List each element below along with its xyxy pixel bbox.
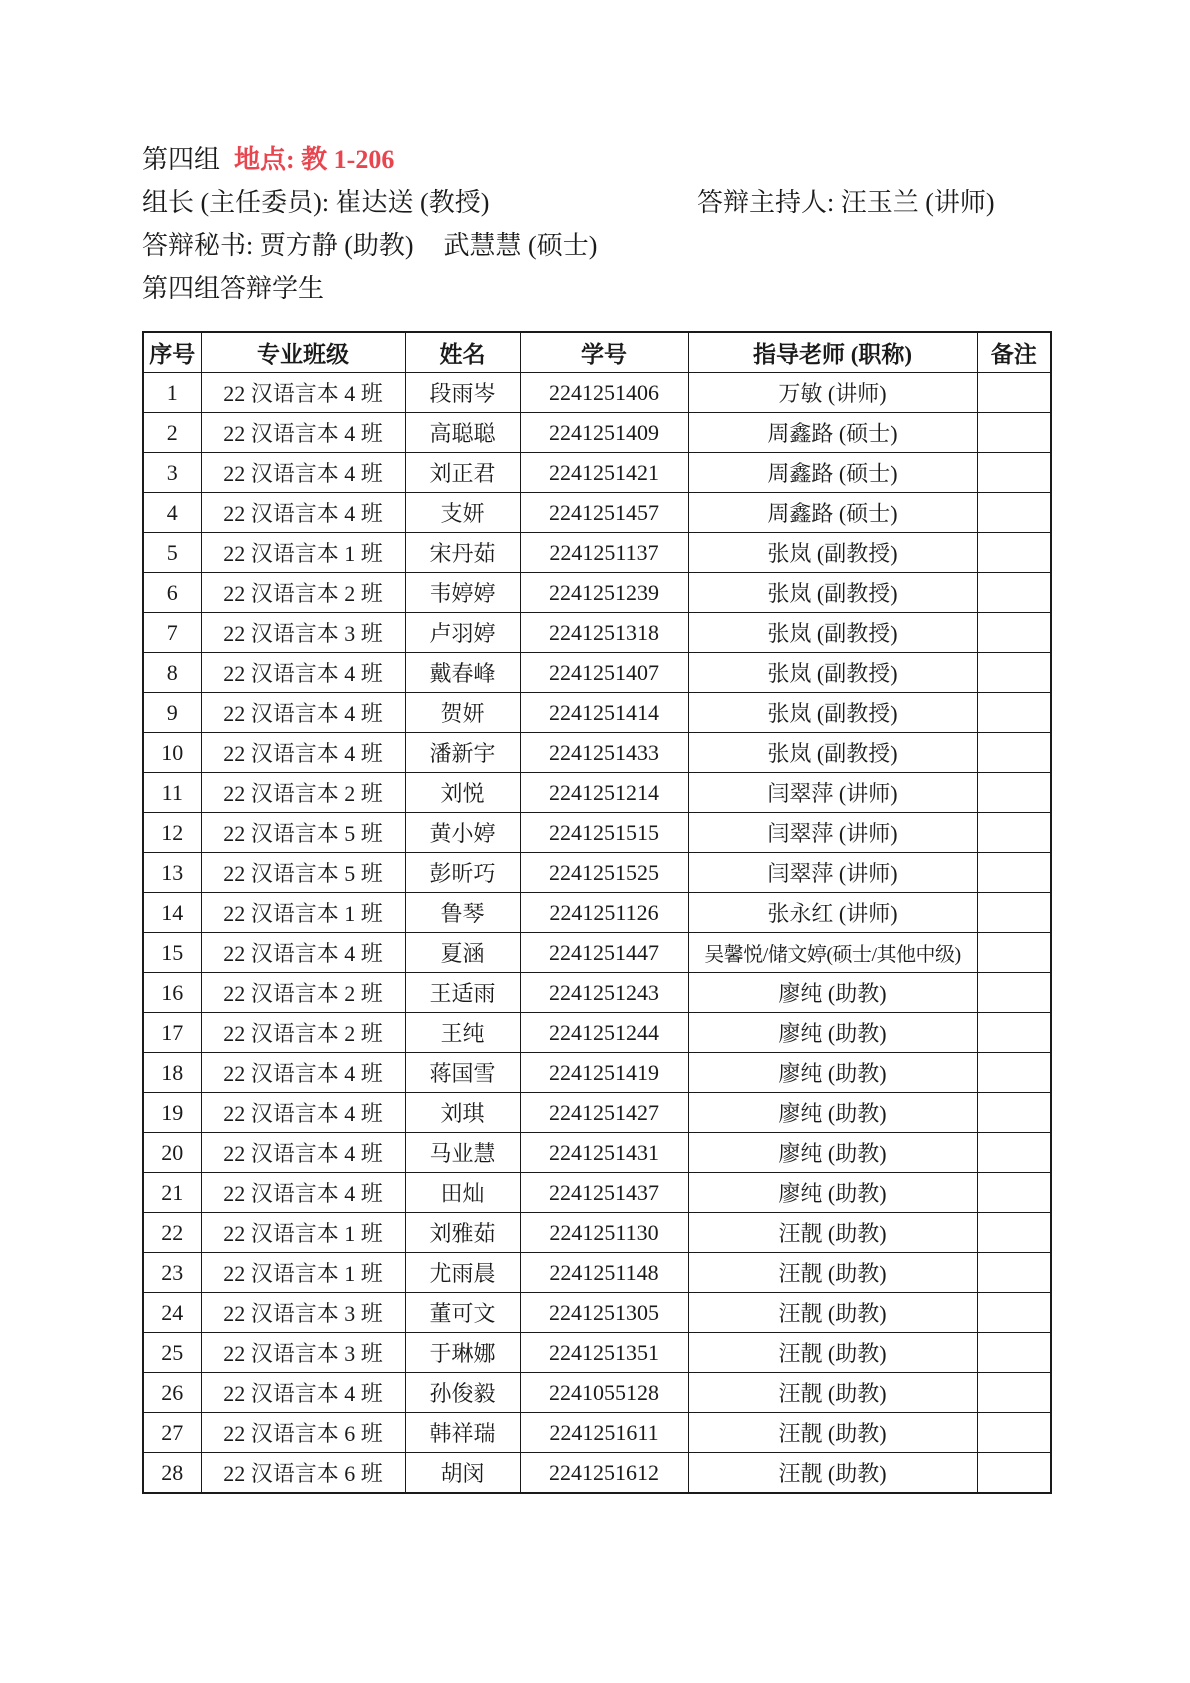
table-cell — [977, 453, 1051, 493]
table-cell: 彭昕巧 — [405, 853, 520, 893]
table-cell: 刘悦 — [405, 773, 520, 813]
table-cell: 22 汉语言本 4 班 — [201, 653, 405, 693]
table-cell: 2241251419 — [520, 1053, 688, 1093]
table-cell: 5 — [143, 533, 201, 573]
table-cell: 2241055128 — [520, 1373, 688, 1413]
table-cell: 22 汉语言本 4 班 — [201, 493, 405, 533]
table-cell: 1 — [143, 373, 201, 413]
table-cell: 王适雨 — [405, 973, 520, 1013]
table-cell: 2241251244 — [520, 1013, 688, 1053]
table-cell: 段雨岑 — [405, 373, 520, 413]
table-cell: 27 — [143, 1413, 201, 1453]
table-cell — [977, 533, 1051, 573]
table-cell: 22 汉语言本 4 班 — [201, 693, 405, 733]
table-cell: 22 汉语言本 3 班 — [201, 1333, 405, 1373]
table-cell: 黄小婷 — [405, 813, 520, 853]
table-cell: 廖纯 (助教) — [688, 1053, 977, 1093]
table-cell: 汪靓 (助教) — [688, 1213, 977, 1253]
table-cell — [977, 1413, 1051, 1453]
table-row — [143, 1453, 1051, 1494]
table-cell: 马业慧 — [405, 1133, 520, 1173]
table-row — [143, 1253, 1051, 1293]
table-cell: 廖纯 (助教) — [688, 1013, 977, 1053]
leader-label: 组长 (主任委员): 崔达送 (教授) — [142, 188, 490, 217]
table-cell: 9 — [143, 693, 201, 733]
table-cell: 22 汉语言本 5 班 — [201, 813, 405, 853]
table-cell: 于琳娜 — [405, 1333, 520, 1373]
group-title-line — [142, 136, 1052, 179]
table-cell: 2 — [143, 413, 201, 453]
table-cell — [977, 1053, 1051, 1093]
table-row — [143, 1213, 1051, 1253]
table-cell: 韦婷婷 — [405, 573, 520, 613]
table-cell: 14 — [143, 893, 201, 933]
table-cell: 高聪聪 — [405, 413, 520, 453]
table-cell: 22 汉语言本 1 班 — [201, 1213, 405, 1253]
table-cell: 16 — [143, 973, 201, 1013]
table-cell: 廖纯 (助教) — [688, 1093, 977, 1133]
table-row — [143, 453, 1051, 493]
table-cell: 张永红 (讲师) — [688, 893, 977, 933]
table-cell: 2241251612 — [520, 1453, 688, 1494]
table-cell: 22 — [143, 1213, 201, 1253]
table-cell — [977, 613, 1051, 653]
table-header-row — [143, 332, 1051, 373]
table-cell: 蒋国雪 — [405, 1053, 520, 1093]
table-cell: 万敏 (讲师) — [688, 373, 977, 413]
table-row — [143, 653, 1051, 693]
table-cell: 闫翠萍 (讲师) — [688, 773, 977, 813]
column-header: 姓名 — [405, 332, 520, 373]
table-cell: 22 汉语言本 4 班 — [201, 1093, 405, 1133]
document-content — [142, 136, 1052, 1494]
table-cell — [977, 493, 1051, 533]
table-cell: 3 — [143, 453, 201, 493]
table-cell — [977, 1013, 1051, 1053]
table-cell: 22 汉语言本 1 班 — [201, 533, 405, 573]
table-cell: 廖纯 (助教) — [688, 973, 977, 1013]
table-cell: 周鑫路 (硕士) — [688, 413, 977, 453]
table-cell: 刘琪 — [405, 1093, 520, 1133]
table-cell: 尤雨晨 — [405, 1253, 520, 1293]
table-cell: 刘雅茹 — [405, 1213, 520, 1253]
secretary2-label: 武慧慧 (硕士) — [443, 231, 598, 260]
table-cell: 11 — [143, 773, 201, 813]
table-cell: 22 汉语言本 1 班 — [201, 893, 405, 933]
table-cell: 吴馨悦/储文婷(硕士/其他中级) — [688, 933, 977, 973]
table-cell: 2241251457 — [520, 493, 688, 533]
table-cell: 22 汉语言本 4 班 — [201, 1053, 405, 1093]
table-row — [143, 1413, 1051, 1453]
table-cell: 闫翠萍 (讲师) — [688, 813, 977, 853]
table-cell: 鲁琴 — [405, 893, 520, 933]
table-cell: 2241251525 — [520, 853, 688, 893]
table-cell: 胡闵 — [405, 1453, 520, 1494]
table-cell: 廖纯 (助教) — [688, 1133, 977, 1173]
table-cell: 张岚 (副教授) — [688, 613, 977, 653]
table-cell: 田灿 — [405, 1173, 520, 1213]
table-cell: 汪靓 (助教) — [688, 1373, 977, 1413]
column-header: 序号 — [143, 332, 201, 373]
table-cell: 4 — [143, 493, 201, 533]
table-cell: 19 — [143, 1093, 201, 1133]
table-body — [143, 373, 1051, 1494]
table-cell: 20 — [143, 1133, 201, 1173]
table-cell: 汪靓 (助教) — [688, 1453, 977, 1494]
table-cell: 韩祥瑞 — [405, 1413, 520, 1453]
table-cell: 21 — [143, 1173, 201, 1213]
table-cell: 廖纯 (助教) — [688, 1173, 977, 1213]
table-row — [143, 413, 1051, 453]
table-row — [143, 1333, 1051, 1373]
table-cell: 2241251437 — [520, 1173, 688, 1213]
table-cell: 22 汉语言本 2 班 — [201, 1013, 405, 1053]
table-cell: 2241251130 — [520, 1213, 688, 1253]
table-cell: 13 — [143, 853, 201, 893]
column-header: 学号 — [520, 332, 688, 373]
table-row — [143, 693, 1051, 733]
table-cell: 闫翠萍 (讲师) — [688, 853, 977, 893]
table-cell — [977, 733, 1051, 773]
table-cell: 汪靓 (助教) — [688, 1413, 977, 1453]
table-cell: 22 汉语言本 4 班 — [201, 1133, 405, 1173]
table-cell — [977, 1453, 1051, 1494]
table-cell: 25 — [143, 1333, 201, 1373]
table-cell: 22 汉语言本 2 班 — [201, 573, 405, 613]
table-row — [143, 1293, 1051, 1333]
table-cell: 支妍 — [405, 493, 520, 533]
secretary-line — [142, 222, 1052, 265]
table-row — [143, 533, 1051, 573]
table-cell: 2241251148 — [520, 1253, 688, 1293]
table-row — [143, 773, 1051, 813]
table-row — [143, 1053, 1051, 1093]
table-cell: 2241251239 — [520, 573, 688, 613]
table-cell: 2241251126 — [520, 893, 688, 933]
students-title: 第四组答辩学生 — [142, 274, 325, 303]
table-cell: 2241251409 — [520, 413, 688, 453]
table-cell — [977, 853, 1051, 893]
table-cell: 8 — [143, 653, 201, 693]
table-cell: 2241251421 — [520, 453, 688, 493]
table-cell: 卢羽婷 — [405, 613, 520, 653]
table-cell: 董可文 — [405, 1293, 520, 1333]
table-cell: 6 — [143, 573, 201, 613]
table-cell: 周鑫路 (硕士) — [688, 493, 977, 533]
table-cell: 2241251427 — [520, 1093, 688, 1133]
table-cell: 夏涵 — [405, 933, 520, 973]
table-cell: 22 汉语言本 4 班 — [201, 453, 405, 493]
table-cell: 戴春峰 — [405, 653, 520, 693]
table-cell: 张岚 (副教授) — [688, 693, 977, 733]
table-row — [143, 1093, 1051, 1133]
table-row — [143, 973, 1051, 1013]
table-cell — [977, 1333, 1051, 1373]
table-cell — [977, 1213, 1051, 1253]
table-cell — [977, 653, 1051, 693]
table-cell: 22 汉语言本 4 班 — [201, 1373, 405, 1413]
table-cell: 12 — [143, 813, 201, 853]
host-label: 答辩主持人: 汪玉兰 (讲师) — [697, 188, 995, 217]
table-row — [143, 573, 1051, 613]
table-cell: 22 汉语言本 4 班 — [201, 373, 405, 413]
table-cell: 2241251351 — [520, 1333, 688, 1373]
table-cell: 22 汉语言本 2 班 — [201, 973, 405, 1013]
table-cell — [977, 1293, 1051, 1333]
table-cell: 28 — [143, 1453, 201, 1494]
table-cell: 2241251515 — [520, 813, 688, 853]
table-cell: 2241251431 — [520, 1133, 688, 1173]
column-header: 备注 — [977, 332, 1051, 373]
table-cell: 汪靓 (助教) — [688, 1293, 977, 1333]
table-cell: 张岚 (副教授) — [688, 653, 977, 693]
table-cell: 17 — [143, 1013, 201, 1053]
table-cell: 2241251611 — [520, 1413, 688, 1453]
column-header: 专业班级 — [201, 332, 405, 373]
table-cell: 26 — [143, 1373, 201, 1413]
table-cell — [977, 1373, 1051, 1413]
table-row — [143, 1173, 1051, 1213]
table-cell: 22 汉语言本 6 班 — [201, 1413, 405, 1453]
table-cell: 2241251414 — [520, 693, 688, 733]
table-cell: 周鑫路 (硕士) — [688, 453, 977, 493]
table-cell: 王纯 — [405, 1013, 520, 1053]
table-row — [143, 733, 1051, 773]
table-cell: 22 汉语言本 6 班 — [201, 1453, 405, 1494]
table-cell: 22 汉语言本 4 班 — [201, 933, 405, 973]
table-cell: 22 汉语言本 4 班 — [201, 413, 405, 453]
table-cell — [977, 373, 1051, 413]
table-cell: 汪靓 (助教) — [688, 1253, 977, 1293]
table-cell — [977, 413, 1051, 453]
table-cell: 2241251243 — [520, 973, 688, 1013]
table-cell: 24 — [143, 1293, 201, 1333]
table-cell: 刘正君 — [405, 453, 520, 493]
table-cell: 18 — [143, 1053, 201, 1093]
table-cell — [977, 693, 1051, 733]
table-cell: 2241251318 — [520, 613, 688, 653]
table-cell: 2241251407 — [520, 653, 688, 693]
table-cell: 张岚 (副教授) — [688, 573, 977, 613]
location-label: 地点: 教 1-206 — [234, 145, 395, 174]
table-cell: 22 汉语言本 2 班 — [201, 773, 405, 813]
table-cell: 22 汉语言本 4 班 — [201, 733, 405, 773]
committee-line — [142, 179, 1052, 222]
table-cell: 10 — [143, 733, 201, 773]
table-cell: 2241251433 — [520, 733, 688, 773]
table-cell: 2241251214 — [520, 773, 688, 813]
table-cell: 汪靓 (助教) — [688, 1333, 977, 1373]
table-cell — [977, 573, 1051, 613]
table-row — [143, 493, 1051, 533]
table-row — [143, 1133, 1051, 1173]
table-cell: 孙俊毅 — [405, 1373, 520, 1413]
column-header: 指导老师 (职称) — [688, 332, 977, 373]
table-cell — [977, 933, 1051, 973]
table-cell — [977, 973, 1051, 1013]
secretary-label: 答辩秘书: 贾方静 (助教) — [142, 231, 414, 260]
table-cell: 2241251447 — [520, 933, 688, 973]
table-cell: 2241251137 — [520, 533, 688, 573]
table-cell: 2241251305 — [520, 1293, 688, 1333]
table-cell: 22 汉语言本 4 班 — [201, 1173, 405, 1213]
table-row — [143, 613, 1051, 653]
table-cell: 潘新宇 — [405, 733, 520, 773]
table-row — [143, 853, 1051, 893]
table-cell: 宋丹茹 — [405, 533, 520, 573]
table-cell — [977, 1173, 1051, 1213]
table-cell — [977, 1133, 1051, 1173]
table-row — [143, 893, 1051, 933]
table-row — [143, 1013, 1051, 1053]
table-cell: 23 — [143, 1253, 201, 1293]
students-title-line — [142, 265, 1052, 308]
group-label: 第四组 — [142, 145, 221, 174]
table-cell: 15 — [143, 933, 201, 973]
students-table — [142, 331, 1052, 1494]
table-cell: 张岚 (副教授) — [688, 533, 977, 573]
table-cell — [977, 813, 1051, 853]
table-cell — [977, 1253, 1051, 1293]
table-row — [143, 813, 1051, 853]
table-cell: 贺妍 — [405, 693, 520, 733]
table-row — [143, 933, 1051, 973]
table-cell: 22 汉语言本 5 班 — [201, 853, 405, 893]
table-row — [143, 373, 1051, 413]
table-cell — [977, 1093, 1051, 1133]
table-cell: 张岚 (副教授) — [688, 733, 977, 773]
table-cell: 7 — [143, 613, 201, 653]
table-cell — [977, 773, 1051, 813]
table-cell: 22 汉语言本 1 班 — [201, 1253, 405, 1293]
table-cell — [977, 893, 1051, 933]
table-cell: 22 汉语言本 3 班 — [201, 1293, 405, 1333]
table-cell: 2241251406 — [520, 373, 688, 413]
table-row — [143, 1373, 1051, 1413]
table-cell: 22 汉语言本 3 班 — [201, 613, 405, 653]
